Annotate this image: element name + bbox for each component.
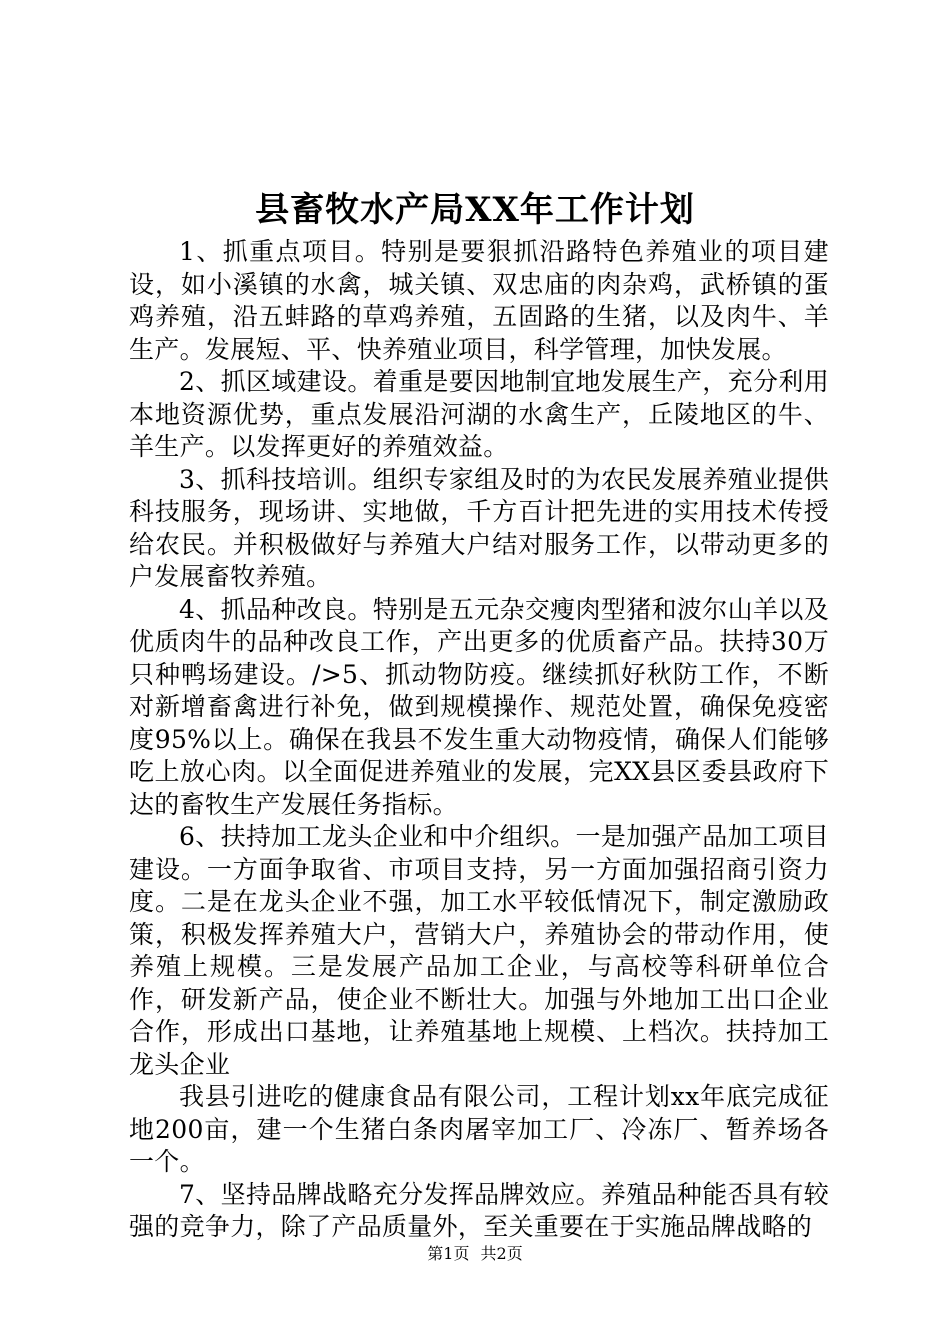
- paragraph-6: 我县引进吃的健康食品有限公司，工程计划xx年底完成征地200亩，建一个生猪白条肉屠宰加工厂、冷冻厂、暂养场各一个。: [129, 1082, 829, 1176]
- page-footer: [0, 1243, 950, 1265]
- document-title: 县畜牧水产局XX年工作计划: [255, 190, 695, 230]
- paragraph-5: 6、扶持加工龙头企业和中介组织。一是加强产品加工项目建设。一方面争取省、市项目支持，另一方面加强招商引资力度。二是在龙头企业不强，加工水平较低情况下，制定激励政策，积极发挥养殖大户，营销大户，养殖协会的带动作用，使养殖上规模。三是发展产品加工企业，与高校等科研单位合作，研发新产品，使企业不断壮大。加强与外地加工出口企业合作，形成出口基地，让养殖基地上规模、上档次。扶持加工龙头企业: [129, 822, 829, 1079]
- paragraph-2: 2、抓区域建设。着重是要因地制宜地发展生产，充分利用本地资源优势，重点发展沿河湖的水禽生产，丘陵地区的牛、羊生产。以发挥更好的养殖效益。: [129, 367, 829, 461]
- paragraph-1: 1、抓重点项目。特别是要狠抓沿路特色养殖业的项目建设，如小溪镇的水禽，城关镇、双忠庙的肉杂鸡，武桥镇的蛋鸡养殖，沿五蚌路的草鸡养殖，五固路的生猪，以及肉牛、羊生产。发展短、平、快养殖业项目，科学管理，加快发展。: [129, 237, 829, 364]
- document-body: [129, 236, 829, 1244]
- paragraph-3: 3、抓科技培训。组织专家组及时的为农民发展养殖业提供科技服务，现场讲、实地做，千方百计把先进的实用技术传授给农民。并积极做好与养殖大户结对服务工作，以带动更多的户发展畜牧养殖。: [129, 464, 829, 591]
- paragraph-4: 4、抓品种改良。特别是五元杂交瘦肉型猪和波尔山羊以及优质肉牛的品种改良工作，产出更多的优质畜产品。扶持30万只种鸭场建设。/>5、抓动物防疫。继续抓好秋防工作，不断对新增畜禽进行补免，做到规模操作、规范处置，确保免疫密度95%以上。确保在我县不发生重大动物疫情，确保人们能够吃上放心肉。以全面促进养殖业的发展，完XX县区委县政府下达的畜牧生产发展任务指标。: [129, 594, 829, 819]
- paragraph-7: 7、坚持品牌战略充分发挥品牌效应。养殖品种能否具有较强的竞争力，除了产品质量外，至关重要在于实施品牌战略的: [129, 1179, 829, 1241]
- page-number-current: 第1页: [427, 1244, 470, 1263]
- page-number-total: 共2页: [480, 1244, 523, 1263]
